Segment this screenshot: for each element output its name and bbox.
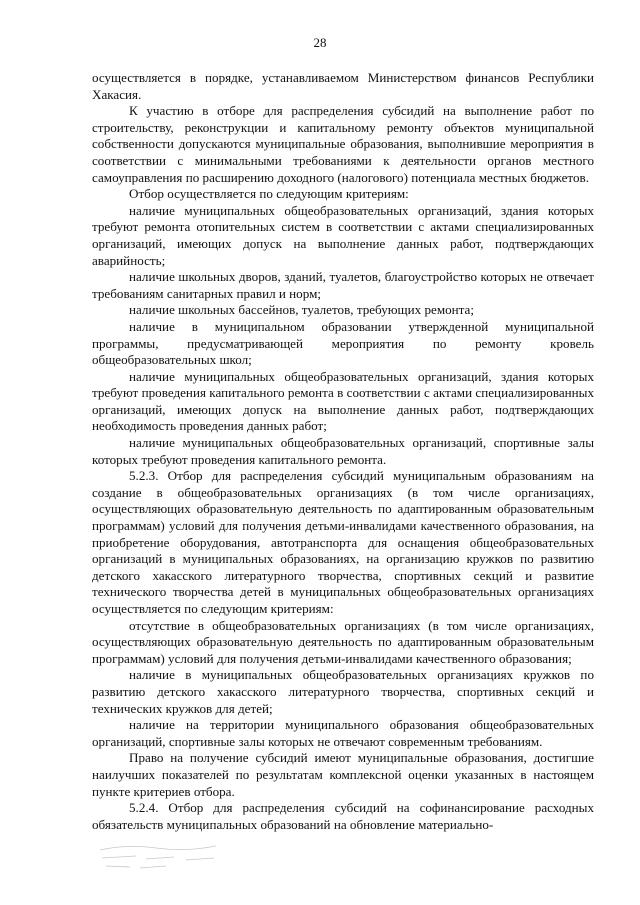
paragraph: осуществляется в порядке, устанавливаемом Министерством финансов Республики Хакасия.: [92, 70, 594, 102]
paragraph: 5.2.4. Отбор для распределения субсидий на софинансирование расходных обязательств муниципальных образований на обновление материально-: [92, 800, 594, 832]
paragraph: наличие школьных дворов, зданий, туалетов, благоустройство которых не отвечает требованиям санитарных правил и норм;: [92, 269, 594, 301]
paragraph: К участию в отборе для распределения субсидий на выполнение работ по строительству, реконструкции и капитальному ремонту объектов муниципальной собственности допускаются муниципальные образования, выполнившие мероприятия в соответствии с минимальными требованиями к деятельности органов местного самоуправления по расширению доходного (налогового) потенциала местных бюджетов.: [92, 103, 594, 185]
paragraph: наличие школьных бассейнов, туалетов, требующих ремонта;: [129, 302, 474, 318]
paragraph: наличие муниципальных общеобразовательных организаций, здания которых требуют проведения капитального ремонта в соответствии с актами специализированных организаций, имеющих допуск на выполнение данных работ, подтверждающих необходимость проведения данных работ;: [92, 368, 594, 434]
paragraph: Отбор осуществляется по следующим критериям:: [129, 186, 409, 202]
paragraph: 5.2.3. Отбор для распределения субсидий муниципальным образованиям на создание в общеобразовательных организациях (в том числе организациях, осуществляющих образовательную деятельность по адаптированным образовательным программам) условий для получения детьми-инвалидами качественного образования, на приобретение оборудования, автотранспорта для оснащения общеобразовательных организаций в муниципальных образованиях, на организацию кружков по развитию детского хакасского литературного творчества, спортивных секций и развитие технического творчества детей в муниципальных общеобразовательных организациях осуществляется по следующим критериям:: [92, 468, 594, 616]
paragraph: отсутствие в общеобразовательных организациях (в том числе организациях, осуществляющих образовательную деятельность по адаптированным образовательным программам) условий для получения детьми-инвалидами качественного образования;: [92, 617, 594, 666]
paragraph: наличие на территории муниципального образования общеобразовательных организаций, спортивные залы которых не отвечают современным требованиям.: [92, 717, 594, 749]
faint-stamp-mark: [96, 836, 226, 876]
paragraph: наличие в муниципальном образовании утвержденной муниципальной программы, предусматривающей мероприятия по ремонту кровель общеобразовательных школ;: [92, 318, 594, 368]
paragraph: наличие муниципальных общеобразовательных организаций, спортивные залы которых требуют проведения капитального ремонта.: [92, 435, 594, 467]
paragraph: наличие муниципальных общеобразовательных организаций, здания которых требуют ремонта отопительных систем в соответствии с актами специализированных организаций, имеющих допуск на выполнение данных работ, подтверждающих аварийность;: [92, 202, 594, 268]
paragraph: Право на получение субсидий имеют муниципальные образования, достигшие наилучших показателей по результатам комплексной оценки указанных в настоящем пункте критериев отбора.: [92, 750, 594, 799]
paragraph: наличие в муниципальных общеобразовательных организациях кружков по развитию детского хакасского литературного творчества, спортивных секций и технических кружков для детей;: [92, 667, 594, 716]
page-number: 28: [313, 35, 327, 50]
document-body: [92, 70, 594, 833]
